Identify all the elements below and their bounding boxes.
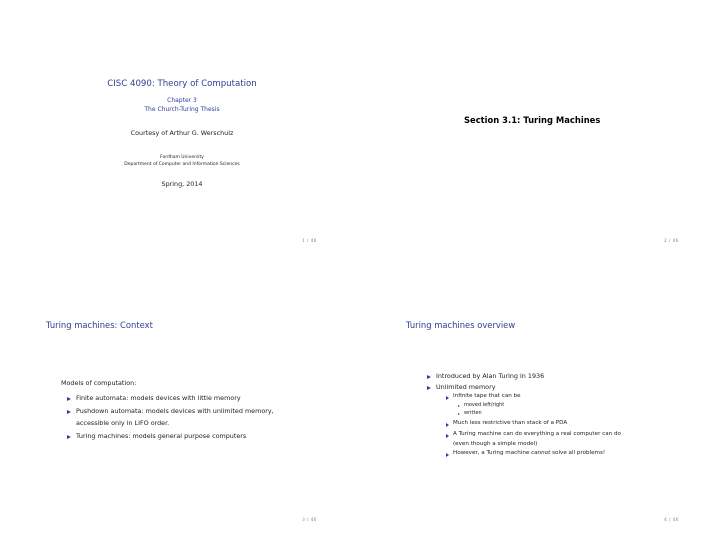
section-title: Section 3.1: Turing Machines (464, 115, 601, 125)
sub-item-continuation: (even though a simple model) (453, 441, 538, 447)
emphasis-text: cannot (531, 450, 551, 456)
triangle-bullet-icon (458, 413, 460, 415)
sub-item (453, 450, 605, 456)
triangle-bullet-icon (427, 375, 431, 379)
frame-title: Turing machines overview (406, 320, 516, 330)
page-number: 3 / 46 (302, 518, 317, 523)
sub-sub-item: written (464, 410, 482, 416)
page-number: 1 / 46 (302, 239, 317, 244)
triangle-bullet-icon (67, 397, 71, 401)
triangle-bullet-icon (446, 453, 449, 457)
chapter-label: Chapter 3 (167, 97, 197, 104)
intro-text: Models of computation: (61, 379, 137, 387)
triangle-bullet-icon (446, 423, 449, 427)
triangle-bullet-icon (446, 434, 449, 438)
sub-item-text: However, a Turing machine (453, 450, 532, 456)
slide-context (0, 279, 360, 557)
page-number: 2 / 46 (664, 239, 679, 244)
presentation-subtitle: The Church-Turing Thesis (144, 106, 220, 113)
triangle-bullet-icon (458, 405, 460, 407)
list-item-continuation: accessible only in LIFO order. (76, 419, 170, 427)
triangle-bullet-icon (427, 386, 431, 390)
department: Department of Computer and Information Sciences (124, 162, 240, 167)
slide-overview (360, 279, 720, 557)
list-item: Pushdown automata: models devices with unlimited memory, (76, 407, 274, 415)
sub-item: Infinite tape that can be (453, 393, 521, 399)
frame-title: Turing machines: Context (46, 320, 153, 330)
triangle-bullet-icon (67, 435, 71, 439)
date: Spring, 2014 (161, 180, 203, 188)
list-item: Turing machines: models general purpose computers (76, 432, 247, 440)
sub-item-text: solve all problems! (550, 450, 606, 456)
presentation-title: CISC 4090: Theory of Computation (107, 79, 257, 89)
slide-title (0, 0, 360, 278)
sub-item: A Turing machine can do everything a real computer can do (453, 431, 621, 437)
triangle-bullet-icon (446, 396, 449, 400)
institution: Fordham University (160, 155, 204, 160)
sub-sub-item: moved left/right (464, 402, 505, 408)
page-number: 4 / 46 (664, 518, 679, 523)
slide-section (360, 0, 720, 278)
sub-item: Much less restrictive than stack of a PDA (453, 420, 568, 426)
list-item: Finite automata: models devices with little memory (76, 394, 241, 402)
triangle-bullet-icon (67, 410, 71, 414)
list-item: Unlimited memory (436, 383, 496, 391)
author: Courtesy of Arthur G. Werschulz (130, 129, 234, 137)
list-item: Introduced by Alan Turing in 1936 (436, 372, 545, 380)
